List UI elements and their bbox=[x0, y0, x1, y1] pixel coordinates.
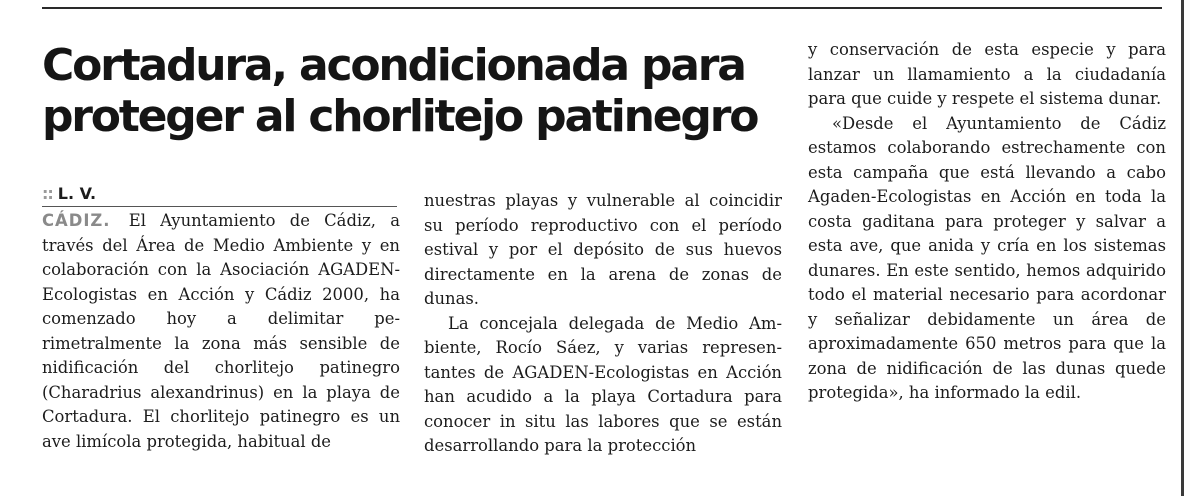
author-name: L. V. bbox=[57, 184, 97, 203]
paragraph: nuestras playas y vulnerable al coincidir su período reproductivo con el período estival y por el depósito de sus huevos directamente en la arena de zonas de dunas. bbox=[424, 191, 782, 308]
article-column-2 bbox=[424, 189, 782, 459]
paragraph: La concejala delegada de Medio Ambiente, Rocío Sáez, y varias representantes de AGADEN-Ecologistas en Acción han acudido a la playa Cortadura para conocer in situ las labores que se están desarrollando para la protección bbox=[424, 313, 782, 455]
byline bbox=[42, 184, 397, 207]
article-column-3 bbox=[808, 38, 1166, 406]
page-edge bbox=[1181, 0, 1184, 496]
byline-marker: :: bbox=[42, 184, 53, 203]
lead-text: El Ayuntamiento de Cádiz, a través del Área de Medio Ambiente y en colaboración con la Asociación AGADEN-Ecologistas en Acción y Cádiz 2000, ha comenzado hoy a delimitar perimetralmente la zona más sensible de nidificación del chorlitejo patinegro (Charadrius alexandrinus) en la playa de Cortadura. El chorlitejo patinegro es un ave limícola protegida, habitual de bbox=[42, 211, 400, 451]
paragraph: y conservación de esta especie y para lanzar un llamamiento a la ciudadanía para que cuide y respete el sistema dunar. bbox=[808, 40, 1166, 108]
quote-paragraph: «Desde el Ayuntamiento de Cádiz estamos colaborando estrechamente con esta campaña que está llevando a cabo Agaden-Ecologistas en Acción en toda la costa gaditana para proteger y salvar a esta ave, que anida y cría en los sistemas dunares. En este sentido, hemos adquirido todo el material necesario para acordonar y señalizar debidamente un área de aproximadamente 650 metros para que la zona de nidificación de las dunas quede protegida», ha informado la edil. bbox=[808, 113, 1166, 402]
article-headline: Cortadura, acondicionada para proteger al chorlitejo patinegro bbox=[42, 40, 758, 142]
dateline-city: CÁDIZ. bbox=[42, 211, 111, 230]
article-column-1 bbox=[42, 209, 400, 454]
top-rule bbox=[42, 7, 1162, 9]
lead-paragraph bbox=[42, 209, 400, 454]
